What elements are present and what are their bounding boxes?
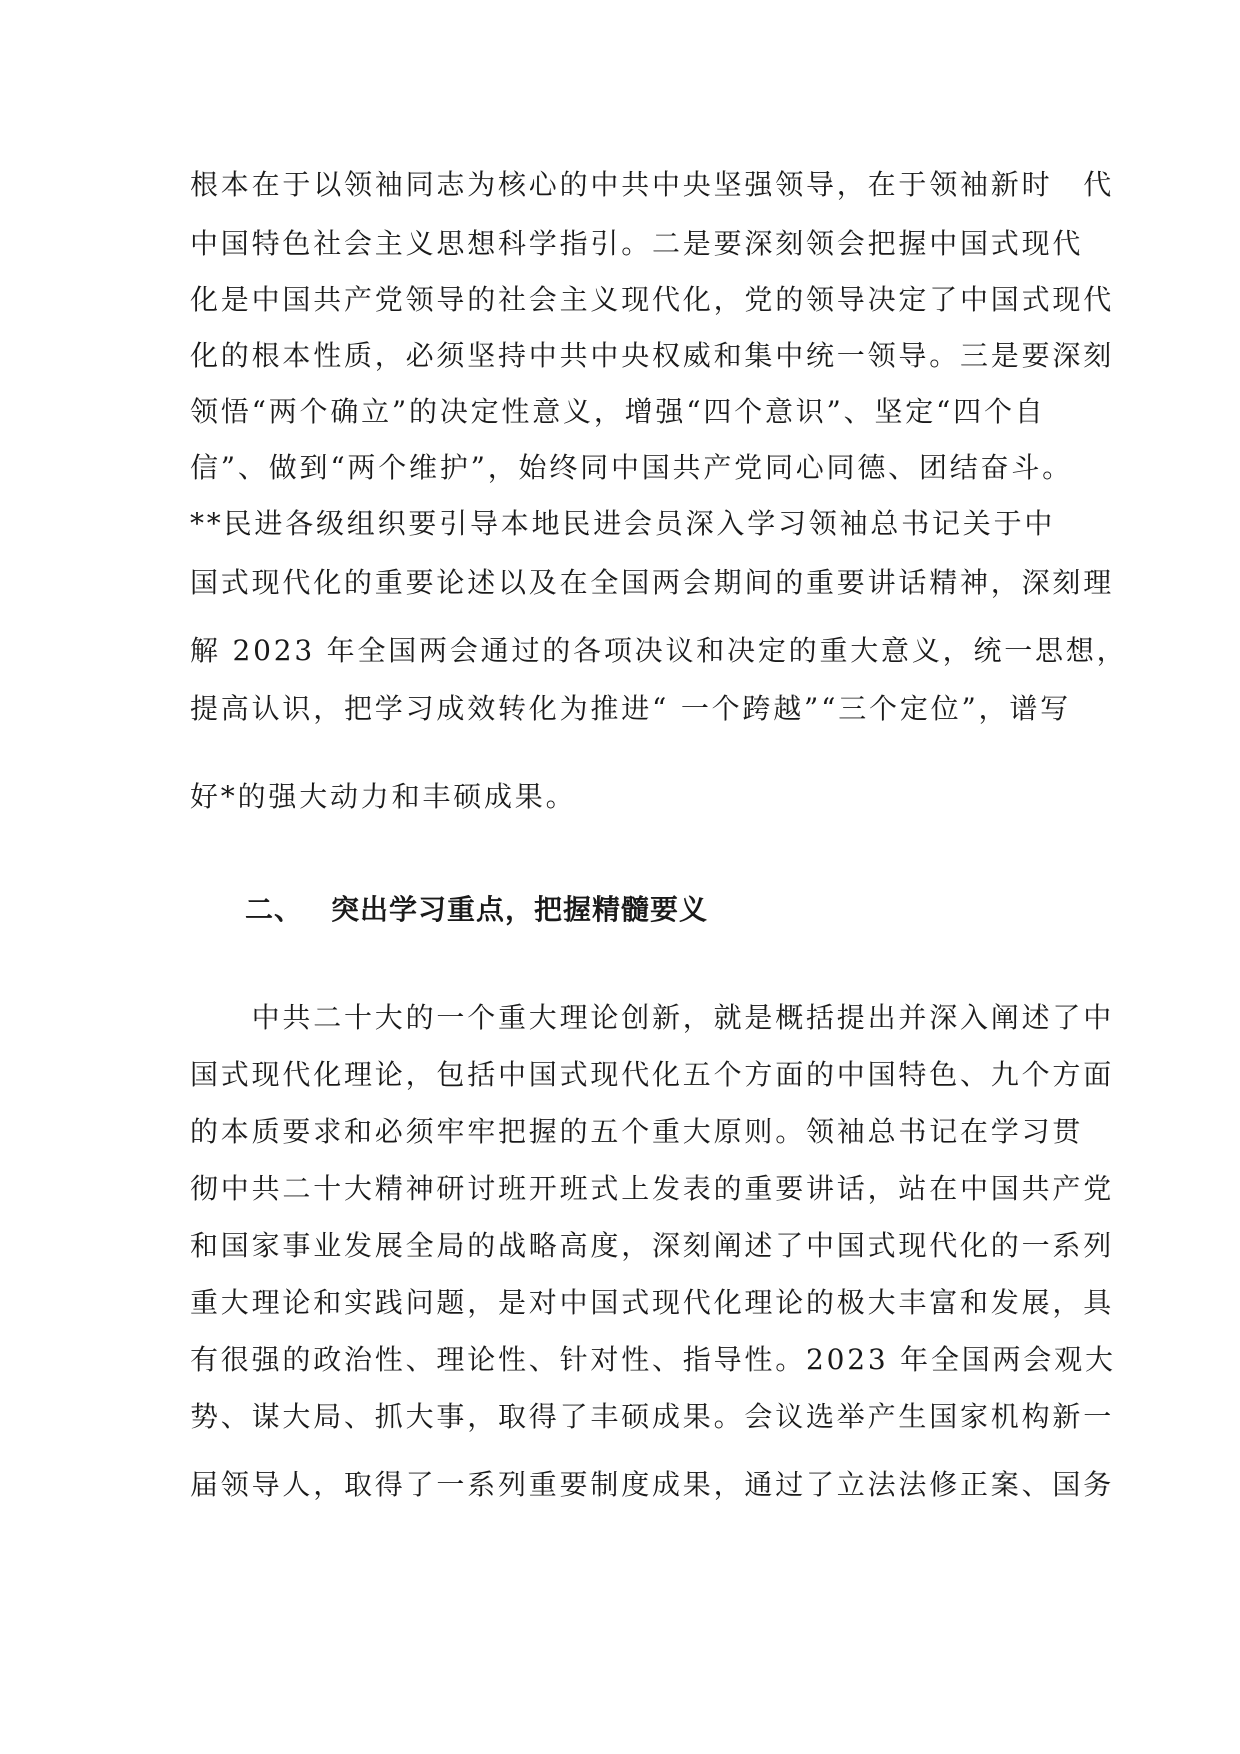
section-number: 二、 xyxy=(245,893,304,926)
paragraph-line: 重大理论和实践问题，是对中国式现代化理论的极大丰富和发展，具 xyxy=(190,1286,1115,1319)
section-heading xyxy=(245,890,708,930)
paragraph-line: 和国家事业发展全局的战略高度，深刻阐述了中国式现代化的一系列 xyxy=(190,1229,1115,1262)
paragraph-line: 中国特色社会主义思想科学指引。二是要深刻领会把握中国式现代 xyxy=(190,227,1084,260)
paragraph-line: 国式现代化的重要论述以及在全国两会期间的重要讲话精神，深刻理 xyxy=(190,566,1115,599)
paragraph-line: 国式现代化理论，包括中国式现代化五个方面的中国特色、九个方面 xyxy=(190,1058,1115,1091)
paragraph-line: 化的根本性质，必须坚持中共中央权威和集中统一领导。三是要深刻 xyxy=(190,339,1115,372)
paragraph-line: 的本质要求和必须牢牢把握的五个重大原则。领袖总书记在学习贯 xyxy=(190,1115,1084,1148)
paragraph-line: 解 2023 年全国两会通过的各项决议和决定的重大意义，统一思想， xyxy=(190,634,1128,667)
paragraph-line: **民进各级组织要引导本地民进会员深入学习领袖总书记关于中 xyxy=(190,507,1056,540)
section-title: 突出学习重点，把握精髓要义 xyxy=(331,893,709,926)
paragraph-line: 提高认识，把学习成效转化为推进“ 一个跨越”“三个定位”，谱写 xyxy=(190,692,1071,725)
paragraph-line: 势、谋大局、抓大事，取得了丰硕成果。会议选举产生国家机构新一 xyxy=(190,1400,1115,1433)
paragraph-line: 中共二十大的一个重大理论创新，就是概括提出并深入阐述了中 xyxy=(190,1001,1115,1034)
paragraph-line: 化是中国共产党领导的社会主义现代化，党的领导决定了中国式现代 xyxy=(190,283,1115,316)
paragraph-line: 根本在于以领袖同志为核心的中共中央坚强领导，在于领袖新时 代 xyxy=(190,168,1115,201)
paragraph-line: 届领导人，取得了一系列重要制度成果，通过了立法法修正案、国务 xyxy=(190,1468,1115,1501)
paragraph-line: 有很强的政治性、理论性、针对性、指导性。2023 年全国两会观大 xyxy=(190,1343,1116,1376)
paragraph-line: 领悟“两个确立”的决定性意义，增强“四个意识”、坚定“四个自 xyxy=(190,395,1046,428)
paragraph-line: 信”、做到“两个维护”，始终同中国共产党同心同德、团结奋斗。 xyxy=(190,451,1073,484)
paragraph-line: 好*的强大动力和丰硕成果。 xyxy=(190,780,577,813)
paragraph-line: 彻中共二十大精神研讨班开班式上发表的重要讲话，站在中国共产党 xyxy=(190,1172,1115,1205)
